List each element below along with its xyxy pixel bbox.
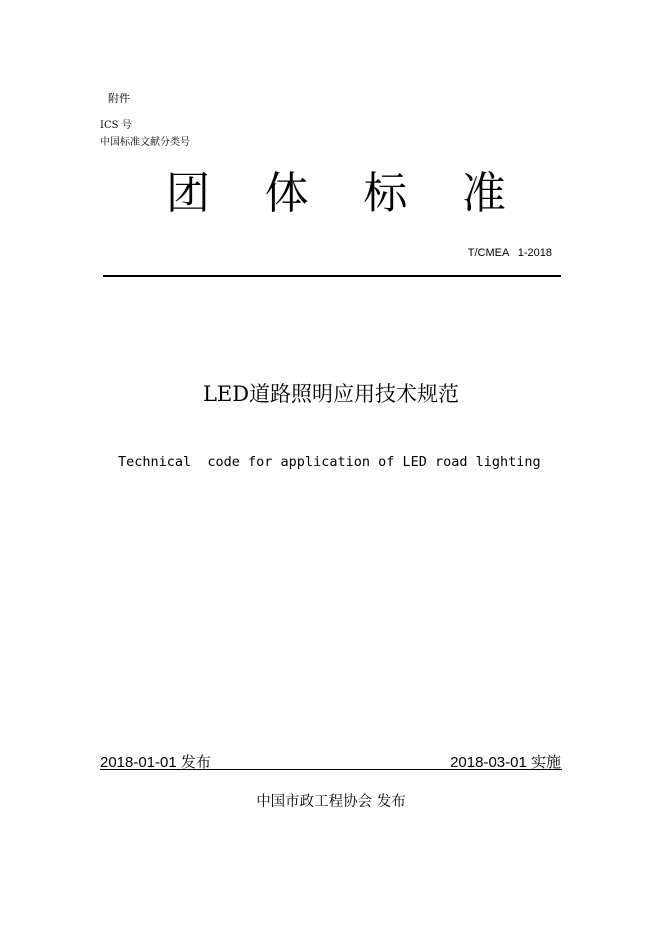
header-divider <box>103 275 561 277</box>
implementation-date: 2018-03-01 实施 <box>450 754 561 771</box>
publish-date: 2018-01-01 发布 <box>100 754 211 771</box>
standard-number: T/CMEA 1-2018 <box>467 247 552 259</box>
issuing-organization: 中国市政工程协会 发布 <box>256 794 406 810</box>
standard-type-char: 体 <box>264 168 309 219</box>
footer-divider <box>100 769 562 770</box>
standard-type-char: 准 <box>461 168 506 219</box>
standard-type-title <box>166 168 506 219</box>
attachment-label: 附件 <box>108 92 130 105</box>
standard-type-char: 标 <box>363 168 408 219</box>
document-title-english: Technical code for application of LED road lighting <box>118 454 541 470</box>
ics-number-label: ICS 号 <box>100 120 132 131</box>
standard-type-char: 团 <box>166 168 210 219</box>
classification-number-label: 中国标准文献分类号 <box>100 137 190 148</box>
document-title-chinese: LED道路照明应用技术规范 <box>202 382 460 406</box>
